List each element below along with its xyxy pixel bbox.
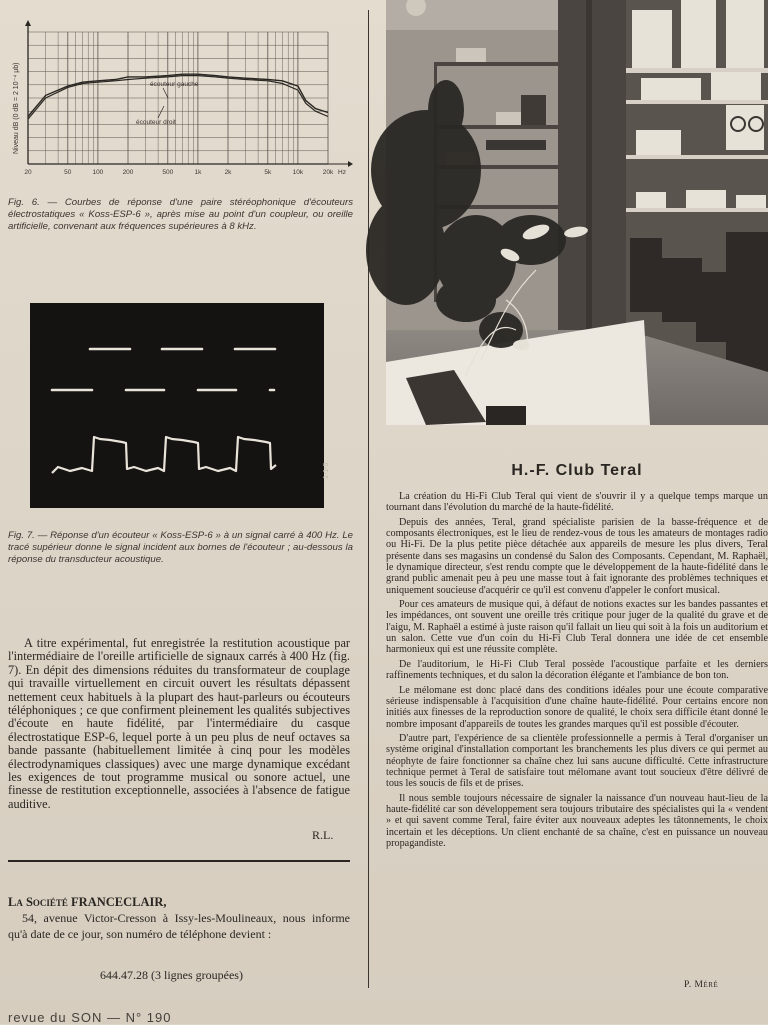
x-tick-label: 100	[92, 169, 104, 176]
notice-text: 54, avenue Victor-Cresson à Issy-les-Moulineaux, nous informe qu'à date de ce jour, son numéro de téléphone devient :	[8, 911, 350, 941]
annotation-ecouteur-droit: écouteur droit	[136, 119, 176, 126]
notice-phone: 644.47.28 (3 lignes groupées)	[100, 968, 243, 982]
y-axis-arrowhead	[25, 20, 31, 26]
fig6-response-chart	[8, 14, 353, 179]
fig7-oscilloscope-photo	[30, 303, 330, 508]
x-tick-label: 50	[64, 169, 72, 176]
annotation-leader-gauche	[163, 88, 168, 98]
article-paragraph-2: Depuis des années, Teral, grand spécialiste parisien de la basse-fréquence et de composants électroniques, est le lieu de rendez-vous de tous les amateurs de montages radio ou Hi-Fi. De la plus petite pièce détachée aux appareils de mesure les plus divers, Teral présente dans ses magasins un condensé du Salon des Composants. Cependant, M. Raphaël, le dynamique directeur, s'est rendu compte que le développement de la haute-fidélité dans le grand public amenait peu à peu une masse tout à fait ignorante des problèmes techniques et uniquement soucieuse d'acquérir ce qu'il est convenu d'appeler le confort musical.	[386, 516, 768, 596]
article-paragraph-7: Il nous semble toujours nécessaire de signaler la naissance d'un nouveau haut-lieu de la haute-fidélité car son développement sera toujours tributaire des spécialistes qui la « vendent » et qui savent comme Teral, faire éviter aux nouveaux adeptes les tâtonnements, le choix incertain et les déceptions. Un client enchanté de sa chaîne, c'est en puissance un nouveau propagandiste.	[386, 792, 768, 849]
article-title: H.-F. Club Teral	[511, 462, 643, 479]
article-paragraph-6: D'autre part, l'expérience de sa clientèle professionnelle a permis à Teral d'organiser un système original d'installation comportant les branchements les plus divers ce qui permet au néophyte de faire fonctionner sa chaîne chez lui sans aucune difficulté. Cette infrastructure technique permet à Teral de satisfaire tout mélomane avant tout soucieux d'être délivré de tous les soucis de fils et de prises.	[386, 732, 768, 790]
article-paragraph-3: Pour ces amateurs de musique qui, à défaut de notions exactes sur les bandes passantes et les impédances, ont souvent une oreille très critique pour juger de la qualité du grave et de l'aigu, M. Raphaël a estimé à juste raison qu'il fallait un lieu qui soit à la fois un auditorium et un salon. Cette vue d'un coin du Hi-Fi Club Teral donnera une idée de cet ensemble harmonieux qui est une réussite complète.	[386, 599, 768, 656]
left-body-paragraph: A titre expérimental, fut enregistrée la restitution acoustique par l'intermédiaire de l'oreille artificielle de signaux carrés à 400 Hz (fig. 7). En dépit des dimensions réduites du transformateur de couplage qui travaille virtuellement en circuit ouvert les résultats dépassent nettement ceux habituels à la plupart des haut-parleurs ou écouteurs téléphoniques ; ce que confirment pleinement les qualités subjectives d'écoute en haute fidélité, par l'intermédiaire du casque électrostatique ESP-6, lequel porte à un peu plus de neuf octaves sa bande passante (habituellement limitée à cinq pour les modèles électrodynamiques classiques) avec une marge dynamique excédant les exigences de tout programme musical ou sonore actuel, une finesse de restitution exceptionnelle, associées à l'absence de fatigue auditive.	[8, 636, 350, 811]
x-tick-label: 20k	[322, 169, 334, 176]
photo-svg	[386, 0, 768, 425]
article-paragraph-5: Le mélomane est donc placé dans des conditions idéales pour une écoute comparative sérieuse indispensable à l'acquisition d'une chaîne haute-fidélité. Pour certains encore non initiés aux finesses de la reproduction sonore de qualité, le choix sera difficile étant donné le nombre imposant d'appareils de toutes les grandes marques qu'il est possible d'écouter.	[386, 684, 768, 730]
article-paragraph-4: De l'auditorium, le Hi-Fi Club Teral possède l'acoustique parfaite et les derniers raffinements techniques, et du salon la décoration élégante et l'ambiance de bon ton.	[386, 658, 768, 682]
fig7-side-label: 1-1-5	[323, 462, 330, 479]
notice-title: La Société FRANCECLAIR,	[8, 895, 167, 909]
x-tick-label: 20	[24, 169, 32, 176]
x-tick-label: 500	[162, 169, 174, 176]
left-body-text	[8, 637, 350, 811]
section-divider	[8, 860, 350, 862]
annotation-ecouteur-gauche: écouteur gauche	[150, 81, 199, 88]
x-tick-label: 5k	[264, 169, 272, 176]
annotation-leader-droit	[158, 106, 164, 118]
x-tick-label: 2k	[224, 169, 232, 176]
x-axis-arrowhead	[348, 161, 353, 167]
transducer-response-trace	[52, 437, 276, 473]
y-axis-label: Niveau dB (0 dB = 2 10⁻⁴ μb)	[13, 62, 20, 154]
left-signature: R.L.	[312, 828, 334, 842]
x-tick-label: Hz	[338, 169, 346, 176]
article-signature: P. Méré	[684, 980, 719, 990]
page-footer: revue du SON — N° 190	[8, 1010, 172, 1025]
fig7-caption: Fig. 7. — Réponse d'un écouteur « Koss-ESP-6 » à un signal carré à 400 Hz. Le tracé supérieur donne le signal incident aux bornes de l'écouteur ; au-dessous la réponse du transducteur acoustique.	[8, 530, 353, 565]
fig6-svg	[8, 14, 353, 179]
fig6-caption: Fig. 6. — Courbes de réponse d'une paire stéréophonique d'écouteurs électrostatiques « Koss-ESP-6 », après mise au point d'un coupleur, ou oreille artificielle, convenant aux fréquences supérieures à 8 kHz.	[8, 197, 353, 232]
hifi-club-photo	[386, 0, 768, 425]
chart-grid-horizontal	[28, 32, 328, 164]
article-body	[386, 491, 768, 852]
column-rule	[368, 10, 369, 988]
franceclair-notice	[8, 894, 350, 942]
article-paragraph-1: La création du Hi-Fi Club Teral qui vient de s'ouvrir il y a quelque temps marque un tournant dans l'évolution du marché de la haute-fidélité.	[386, 491, 768, 514]
x-tick-label: 1k	[194, 169, 202, 176]
x-tick-label: 10k	[292, 169, 304, 176]
x-tick-labels	[24, 169, 346, 176]
fig7-svg	[30, 303, 330, 508]
x-tick-label: 200	[122, 169, 134, 176]
